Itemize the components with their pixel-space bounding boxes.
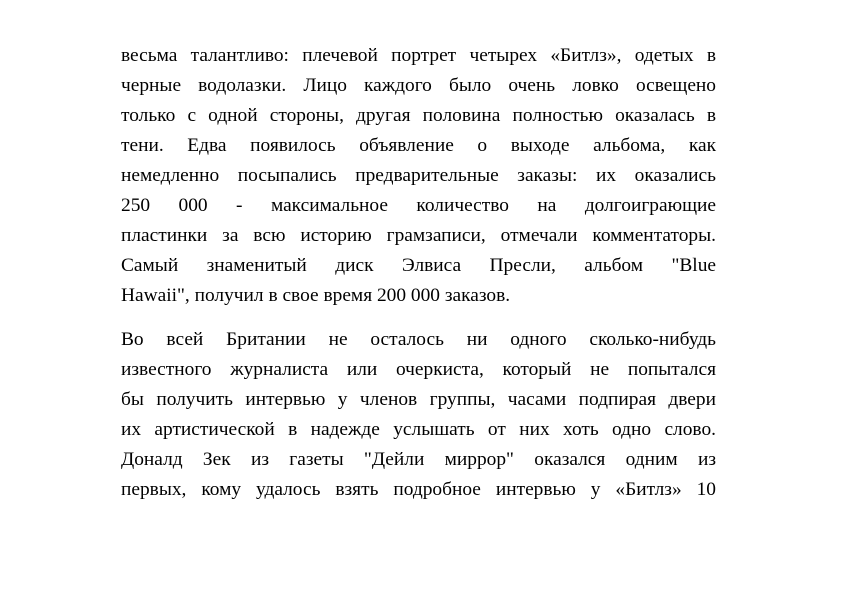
paragraph-1-line-9: Hawaii", получил в свое время 200 000 заказов.	[121, 285, 511, 306]
paragraph-1-line-1: весьма талантливо: плечевой портрет четырех «Битлз», одетых в	[121, 45, 716, 66]
paragraph-1-line-3: только с одной стороны, другая половина полностью оказалась в	[121, 105, 716, 126]
paragraph-2-line-1: Во всей Британии не осталось ни одного сколько-нибудь	[121, 329, 716, 350]
paragraph-1-line-6: 250 000 - максимальное количество на долгоиграющие	[121, 195, 716, 216]
paragraph-1-line-7: пластинки за всю историю грамзаписи, отмечали комментаторы.	[121, 225, 716, 246]
paragraph-2-line-2: известного журналиста или очеркиста, который не попытался	[121, 359, 716, 380]
paragraph-2-line-5: Доналд Зек из газеты "Дейли миррор" оказался одним из	[121, 449, 716, 470]
paragraph-2-line-3: бы получить интервью у членов группы, часами подпирая двери	[121, 389, 716, 410]
paragraph-1	[121, 41, 716, 311]
paragraph-1-line-5: немедленно посыпались предварительные заказы: их оказались	[121, 165, 716, 186]
paragraph-1-line-2: черные водолазки. Лицо каждого было очень ловко освещено	[121, 75, 716, 96]
paragraph-2-line-4: их артистической в надежде услышать от них хоть одно слово.	[121, 419, 716, 440]
paragraph-2	[121, 325, 716, 505]
paragraph-2-line-6: первых, кому удалось взять подробное интервью у «Битлз» 10	[121, 479, 716, 500]
paragraph-1-line-4: тени. Едва появилось объявление о выходе альбома, как	[121, 135, 716, 156]
paragraph-1-line-8: Самый знаменитый диск Элвиса Пресли, альбом "Blue	[121, 255, 716, 276]
